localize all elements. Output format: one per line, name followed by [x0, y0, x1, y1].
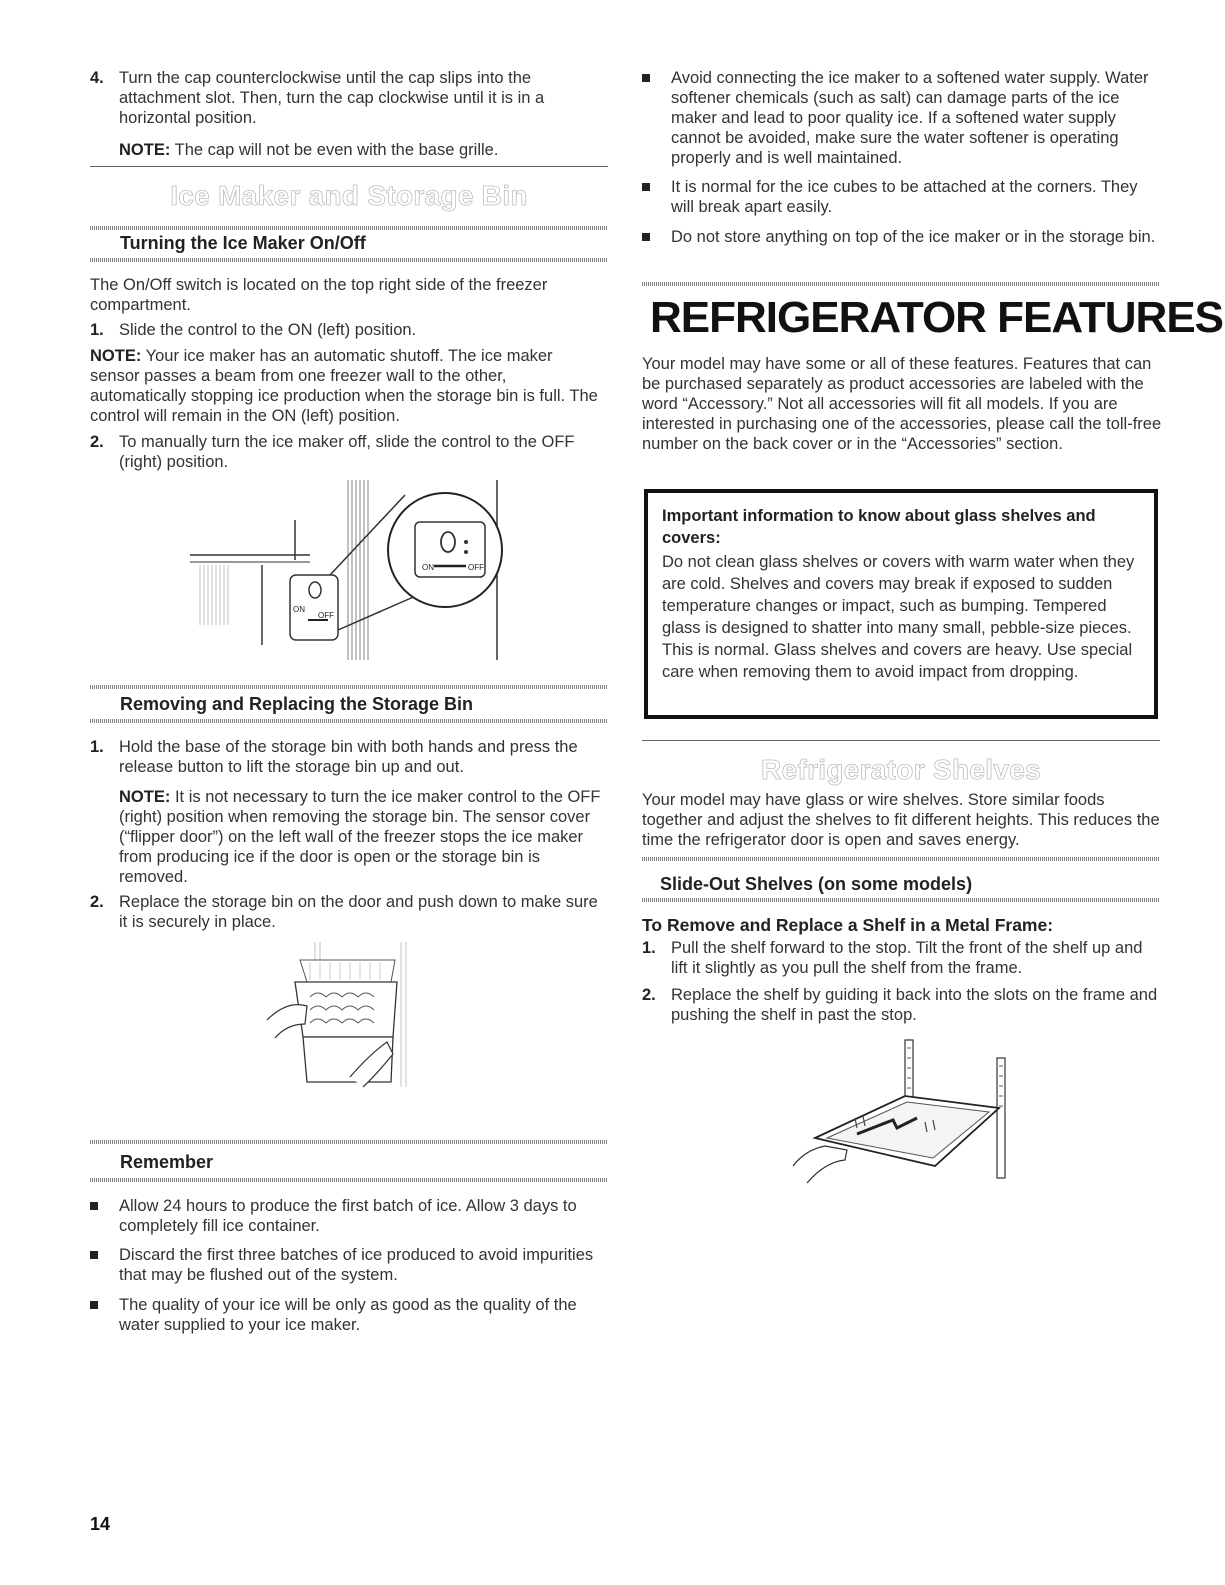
dotted-rule — [90, 226, 608, 230]
bullet-square-icon — [642, 74, 650, 82]
step-number: 2. — [90, 893, 104, 911]
note-label: NOTE: — [119, 788, 171, 806]
remember-bullet — [90, 1245, 605, 1285]
section-title-refrigerator-shelves: Refrigerator Shelves — [761, 754, 1041, 785]
bullet-square-icon — [90, 1202, 98, 1210]
step-note — [119, 787, 605, 887]
dotted-rule — [90, 258, 608, 262]
step-4 — [90, 68, 605, 160]
dotted-rule — [90, 685, 608, 689]
turning-note — [90, 346, 605, 426]
step-number: 2. — [642, 986, 656, 1004]
switch-on-label: ON — [293, 605, 305, 614]
metal-frame-step-2 — [642, 985, 1162, 1025]
page-number: 14 — [90, 1514, 111, 1534]
dotted-rule — [90, 719, 608, 723]
storage-bin-illustration — [265, 942, 425, 1092]
turning-intro: The On/Off switch is located on the top right side of the freezer compartment. — [90, 276, 548, 314]
bullet-square-icon — [90, 1251, 98, 1259]
step-text: To manually turn the ice maker off, slide the control to the OFF (right) position. — [119, 433, 575, 471]
heading-metal-frame: To Remove and Replace a Shelf in a Metal Frame: — [642, 915, 1054, 935]
info-box-body: Do not clean glass shelves or covers with warm water when they are cold. Shelves and covers may break if exposed to sudden temperature changes or impact, such as bumping. Tempered glass is designed to shatter into many small, pebble-size pieces. This is normal. Glass shelves and covers are heavy. Use special care when removing them to avoid impact from dropping. — [662, 553, 1135, 681]
switch-off-label-zoom: OFF — [468, 563, 484, 572]
features-intro: Your model may have some or all of these features. Features that can be purchased separately as product accessories are labeled with the word “Accessory.” Not all accessories will fit all models. If you are interested in purchasing one of the accessories, please call the toll-free number on the back cover or in the “Accessories” section. — [642, 355, 1162, 453]
step-text: Hold the base of the storage bin with both hands and press the release button to lift the storage bin up and out. — [119, 738, 578, 776]
note-label: NOTE: — [119, 141, 171, 159]
turning-step-1 — [90, 320, 605, 340]
slide-out-shelf-illustration — [785, 1038, 1015, 1188]
section-divider — [642, 740, 1160, 741]
bullet-text: It is normal for the ice cubes to be attached at the corners. They will break apart easily. — [671, 178, 1138, 216]
switch-on-label-zoom: ON — [422, 563, 434, 572]
dotted-rule — [642, 857, 1160, 861]
bullet-text: The quality of your ice will be only as good as the quality of the water supplied to your ice maker. — [119, 1296, 577, 1334]
section-title-ice-maker: Ice Maker and Storage Bin — [170, 180, 528, 211]
dotted-rule — [90, 1140, 608, 1144]
heading-turning-ice-maker: Turning the Ice Maker On/Off — [120, 233, 366, 253]
remember-bullet — [90, 1295, 605, 1335]
info-box-title: Important information to know about glass shelves and covers: — [662, 507, 1096, 547]
glass-shelves-info-box — [644, 489, 1158, 719]
bullet-square-icon — [642, 183, 650, 191]
shelves-intro: Your model may have glass or wire shelves. Store similar foods together and adjust the shelves to fit different heights. This reduces the time the refrigerator door is open and saves energy. — [642, 791, 1160, 849]
refrigerator-features-title: REFRIGERATOR FEATURES — [650, 293, 1224, 342]
heading-remember: Remember — [120, 1152, 214, 1172]
dotted-rule — [642, 282, 1160, 286]
dotted-rule — [642, 898, 1160, 902]
ice-bullet — [642, 227, 1162, 247]
bullet-square-icon — [90, 1301, 98, 1309]
switch-off-label: OFF — [318, 611, 334, 620]
step-number: 1. — [90, 738, 104, 756]
note-text: It is not necessary to turn the ice maker control to the OFF (right) position when removing the storage bin. The sensor cover (“flipper door”) on the left wall of the freezer stops the ice maker from producing ice if the door is open or the storage bin is removed. — [119, 788, 601, 886]
step-text: Replace the storage bin on the door and push down to make sure it is securely in place. — [119, 893, 598, 931]
ice-bullet — [642, 177, 1162, 217]
step-number: 2. — [90, 433, 104, 451]
step-text: Pull the shelf forward to the stop. Tilt the front of the shelf up and lift it slightly as you pull the shelf from the frame. — [671, 939, 1143, 977]
heading-removing-storage-bin: Removing and Replacing the Storage Bin — [120, 694, 474, 714]
bullet-square-icon — [642, 233, 650, 241]
ice-maker-switch-illustration — [190, 480, 510, 665]
remember-bullet — [90, 1196, 605, 1236]
note-text: The cap will not be even with the base grille. — [174, 141, 499, 159]
step-number: 1. — [642, 939, 656, 957]
removing-step-1 — [90, 737, 605, 887]
heading-slide-out-shelves: Slide-Out Shelves (on some models) — [660, 874, 973, 894]
bullet-text: Avoid connecting the ice maker to a softened water supply. Water softener chemicals (such as salt) can damage parts of the ice maker and lead to poor quality ice. If a softened water supply cannot be avoided, make sure the water softener is operating properly and is well maintained. — [671, 69, 1149, 167]
note-text: Your ice maker has an automatic shutoff. The ice maker sensor passes a beam from one freezer wall to the other, automatically stopping ice production when the storage bin is full. The control will remain in the ON (left) position. — [90, 347, 598, 425]
step-note — [119, 140, 605, 160]
step-number: 1. — [90, 321, 104, 339]
bullet-text: Allow 24 hours to produce the first batch of ice. Allow 3 days to completely fill ice container. — [119, 1197, 577, 1235]
dotted-rule — [90, 1178, 608, 1182]
removing-step-2 — [90, 892, 605, 932]
ice-bullet — [642, 68, 1162, 168]
step-text: Turn the cap counterclockwise until the cap slips into the attachment slot. Then, turn the cap clockwise until it is in a horizontal position. — [119, 69, 545, 127]
metal-frame-step-1 — [642, 938, 1162, 978]
note-label: NOTE: — [90, 347, 142, 365]
bullet-text: Discard the first three batches of ice produced to avoid impurities that may be flushed out of the system. — [119, 1246, 594, 1284]
bullet-text: Do not store anything on top of the ice maker or in the storage bin. — [671, 228, 1156, 246]
step-text: Replace the shelf by guiding it back into the slots on the frame and pushing the shelf in past the stop. — [671, 986, 1158, 1024]
turning-step-2 — [90, 432, 605, 472]
step-number: 4. — [90, 69, 104, 87]
section-divider — [90, 166, 608, 167]
step-text: Slide the control to the ON (left) position. — [119, 321, 417, 339]
